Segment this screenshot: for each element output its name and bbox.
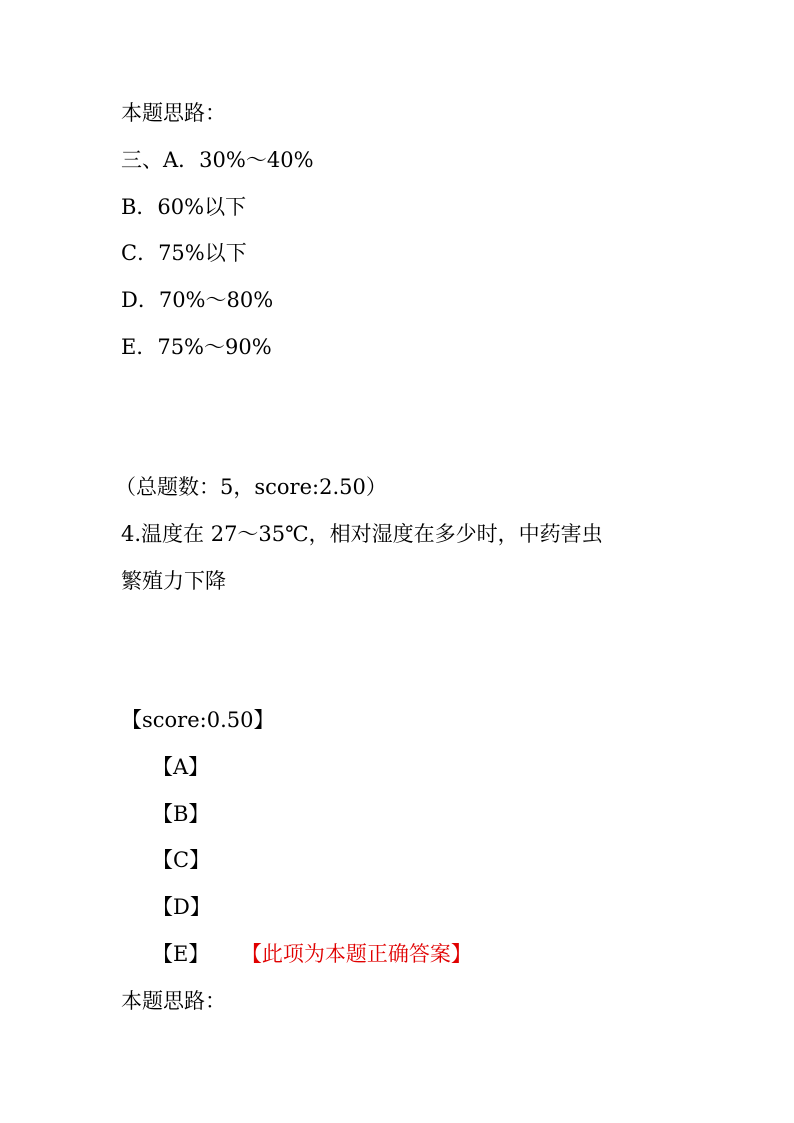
answer-analysis-label: 本题思路：	[121, 989, 226, 1013]
prev-option-d: D．70%～80%	[121, 288, 274, 312]
choice-e: 【E】	[152, 942, 210, 966]
prev-option-e: E．75%～90%	[121, 335, 272, 359]
question-meta: （总题数：5，score:2.50）	[115, 475, 387, 499]
choice-e-row	[152, 941, 472, 967]
question-text-line1: 4.温度在 27～35℃，相对湿度在多少时，中药害虫	[121, 522, 603, 546]
choice-d: 【D】	[152, 895, 211, 919]
prev-analysis-label: 本题思路：	[121, 101, 226, 125]
choice-b: 【B】	[152, 802, 210, 826]
choice-c: 【C】	[152, 848, 211, 872]
question-text-line2: 繁殖力下降	[121, 569, 226, 593]
prev-option-c: C．75%以下	[121, 241, 247, 265]
prev-option-a: 三、A．30%～40%	[121, 148, 314, 172]
prev-option-b: B．60%以下	[121, 195, 247, 219]
answer-score: 【score:0.50】	[121, 708, 275, 732]
correct-answer-note: 【此项为本题正确答案】	[251, 942, 472, 966]
choice-a: 【A】	[152, 755, 210, 779]
